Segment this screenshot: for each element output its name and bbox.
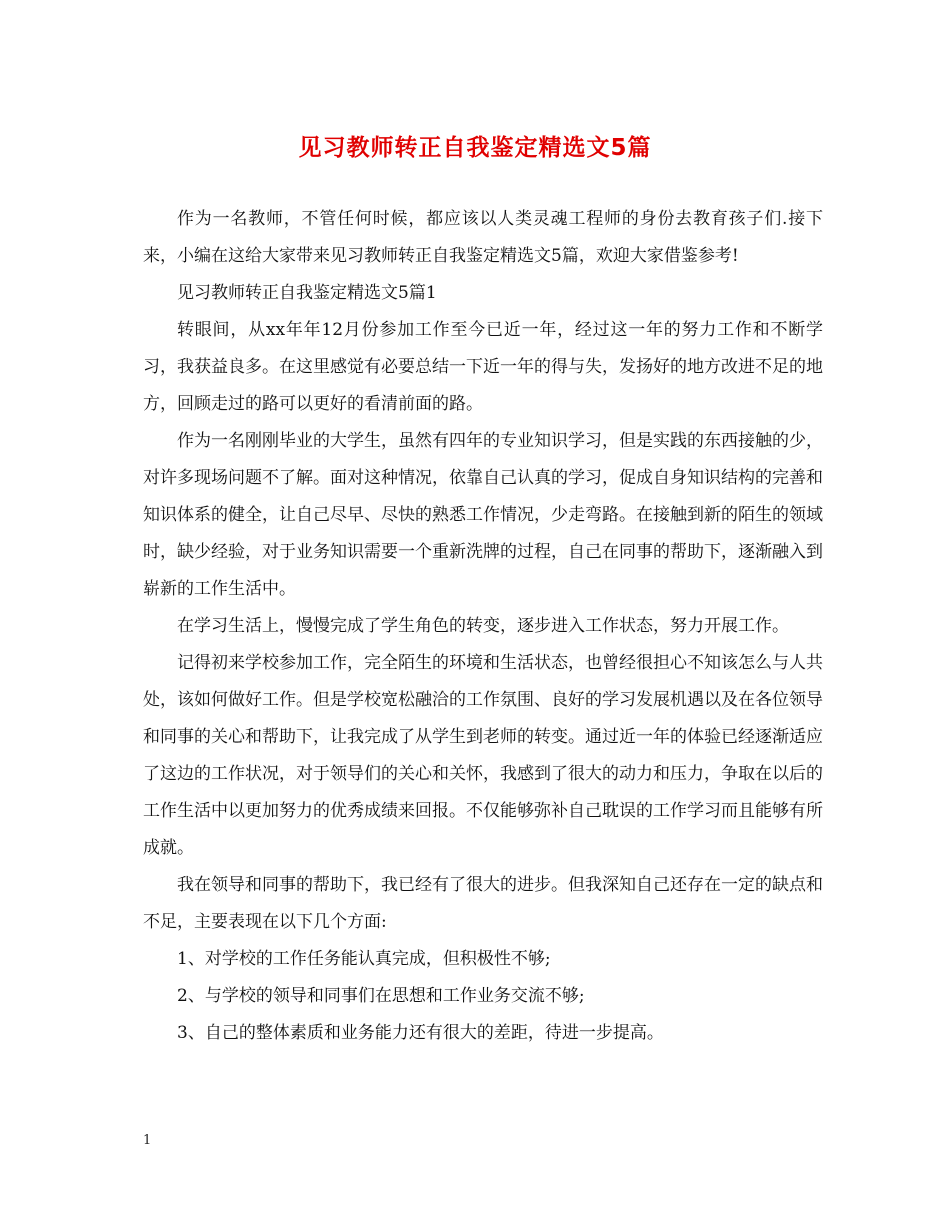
page-number: 1 — [143, 1133, 152, 1148]
body-paragraph: 作为一名刚刚毕业的大学生，虽然有四年的专业知识学习，但是实践的东西接触的少，对许多现场问题不了解。面对这种情况，依靠自己认真的学习，促成自身知识结构的完善和知识体系的健全，让自己尽早、尽快的熟悉工作情况，少走弯路。在接触到新的陌生的领域时，缺少经验，对于业务知识需要一个重新洗牌的过程，自己在同事的帮助下，逐渐融入到崭新的工作生活中。 — [143, 431, 823, 599]
list-item: 3、自己的整体素质和业务能力还有很大的差距，待进一步提高。 — [177, 1023, 664, 1043]
list-item: 2、与学校的领导和同事们在思想和工作业务交流不够; — [177, 986, 585, 1006]
document-body — [143, 201, 823, 1052]
body-paragraph: 在学习生活上，慢慢完成了学生角色的转变，逐步进入工作状态，努力开展工作。 — [177, 616, 789, 636]
section-heading: 见习教师转正自我鉴定精选文5篇1 — [177, 283, 437, 303]
body-paragraph: 记得初来学校参加工作，完全陌生的环境和生活状态，也曾经很担心不知该怎么与人共处，该如何做好工作。但是学校宽松融洽的工作氛围、良好的学习发展机遇以及在各位领导和同事的关心和帮助下，让我完成了从学生到老师的转变。通过近一年的体验已经逐渐适应了这边的工作状况，对于领导们的关心和关怀，我感到了很大的动力和压力，争取在以后的工作生活中以更加努力的优秀成绩来回报。不仅能够弥补自己耽误的工作学习而且能够有所成就。 — [143, 653, 823, 858]
intro-paragraph: 作为一名教师，不管任何时候，都应该以人类灵魂工程师的身份去教育孩子们.接下来，小编在这给大家带来见习教师转正自我鉴定精选文5篇，欢迎大家借鉴参考! — [143, 209, 823, 266]
list-item: 1、对学校的工作任务能认真完成，但积极性不够; — [177, 949, 551, 969]
body-paragraph: 我在领导和同事的帮助下，我已经有了很大的进步。但我深知自己还存在一定的缺点和不足，主要表现在以下几个方面: — [143, 875, 823, 932]
body-paragraph: 转眼间，从xx年年12月份参加工作至今已近一年，经过这一年的努力工作和不断学习，我获益良多。在这里感觉有必要总结一下近一年的得与失，发扬好的地方改进不足的地方，回顾走过的路可以更好的看清前面的路。 — [143, 320, 823, 414]
document-title: 见习教师转正自我鉴定精选文5篇 — [298, 135, 652, 161]
